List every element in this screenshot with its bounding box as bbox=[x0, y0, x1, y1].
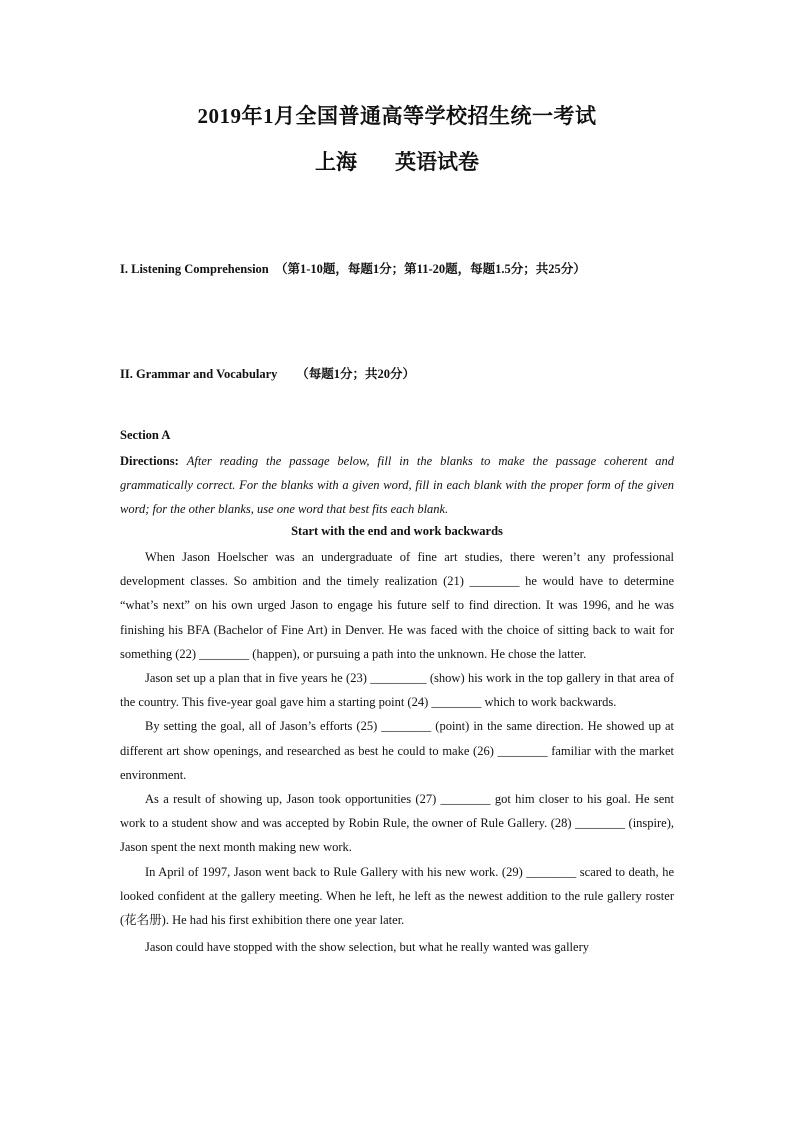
part-listening-heading bbox=[120, 259, 680, 277]
part-grammar-heading bbox=[120, 364, 680, 382]
part-grammar-score-note: （每题1分；共20分） bbox=[296, 367, 415, 381]
passage-paragraph: As a result of showing up, Jason took opportunities (27) ________ got him closer to his goal. He sent work to a student show and was accepted by Robin Rule, the owner of Rule Gallery. (28) ________ (inspire), Jason spent the next month making new work. bbox=[120, 792, 674, 855]
directions-label: Directions: bbox=[120, 454, 179, 468]
exam-title: 2019年1月全国普通高等学校招生统一考试 bbox=[197, 104, 597, 128]
exam-place: 上海 bbox=[315, 150, 357, 174]
passage-body bbox=[120, 545, 674, 959]
exam-subject: 英语试卷 bbox=[395, 150, 479, 174]
passage-paragraph: In April of 1997, Jason went back to Rule Gallery with his new work. (29) ________ scared to death, he looked confident at the gallery meeting. When he left, he left as the newest addition to the rule gallery roster (花名册). He had his first exhibition there one year later. bbox=[120, 864, 674, 928]
part-grammar-label: II. Grammar and Vocabulary bbox=[120, 367, 278, 381]
section-a-label: Section A bbox=[120, 428, 171, 442]
passage-paragraph: By setting the goal, all of Jason’s efforts (25) ________ (point) in the same direction. He showed up at different art show openings, and researched as best he could to make (26) ________ familiar with the market environment. bbox=[120, 719, 674, 782]
passage-paragraph: When Jason Hoelscher was an undergraduate of fine art studies, there weren’t any professional development classes. So ambition and the timely realization (21) ________ he would have to determine “what’s next” on his own urged Jason to engage his future self to find direction. It was 1996, and he was finishing his BFA (Bachelor of Fine Art) in Denver. He was faced with the choice of sitting back to wait for something (22) ________ (happen), or pursuing a path into the unknown. He chose the latter. bbox=[120, 550, 674, 661]
part-listening-score-note: （第1-10题，每题1分；第11-20题，每题1.5分；共25分） bbox=[275, 262, 586, 276]
passage-paragraph: Jason set up a plan that in five years he (23) _________ (show) his work in the top gallery in that area of the country. This five-year goal gave him a starting point (24) ________ which to work backwards. bbox=[120, 671, 674, 710]
passage-paragraph: Jason could have stopped with the show selection, but what he really wanted was gallery bbox=[145, 940, 589, 955]
part-listening-label: I. Listening Comprehension bbox=[120, 262, 269, 276]
directions bbox=[120, 449, 674, 522]
directions-text: After reading the passage below, fill in the blanks to make the passage coherent and grammatically correct. For the blanks with a given word, fill in each blank with the proper form of the given word; for the other blanks, use one word that best fits each blank. bbox=[120, 454, 675, 517]
exam-subtitle bbox=[0, 146, 794, 176]
passage-title: Start with the end and work backwards bbox=[291, 524, 503, 538]
